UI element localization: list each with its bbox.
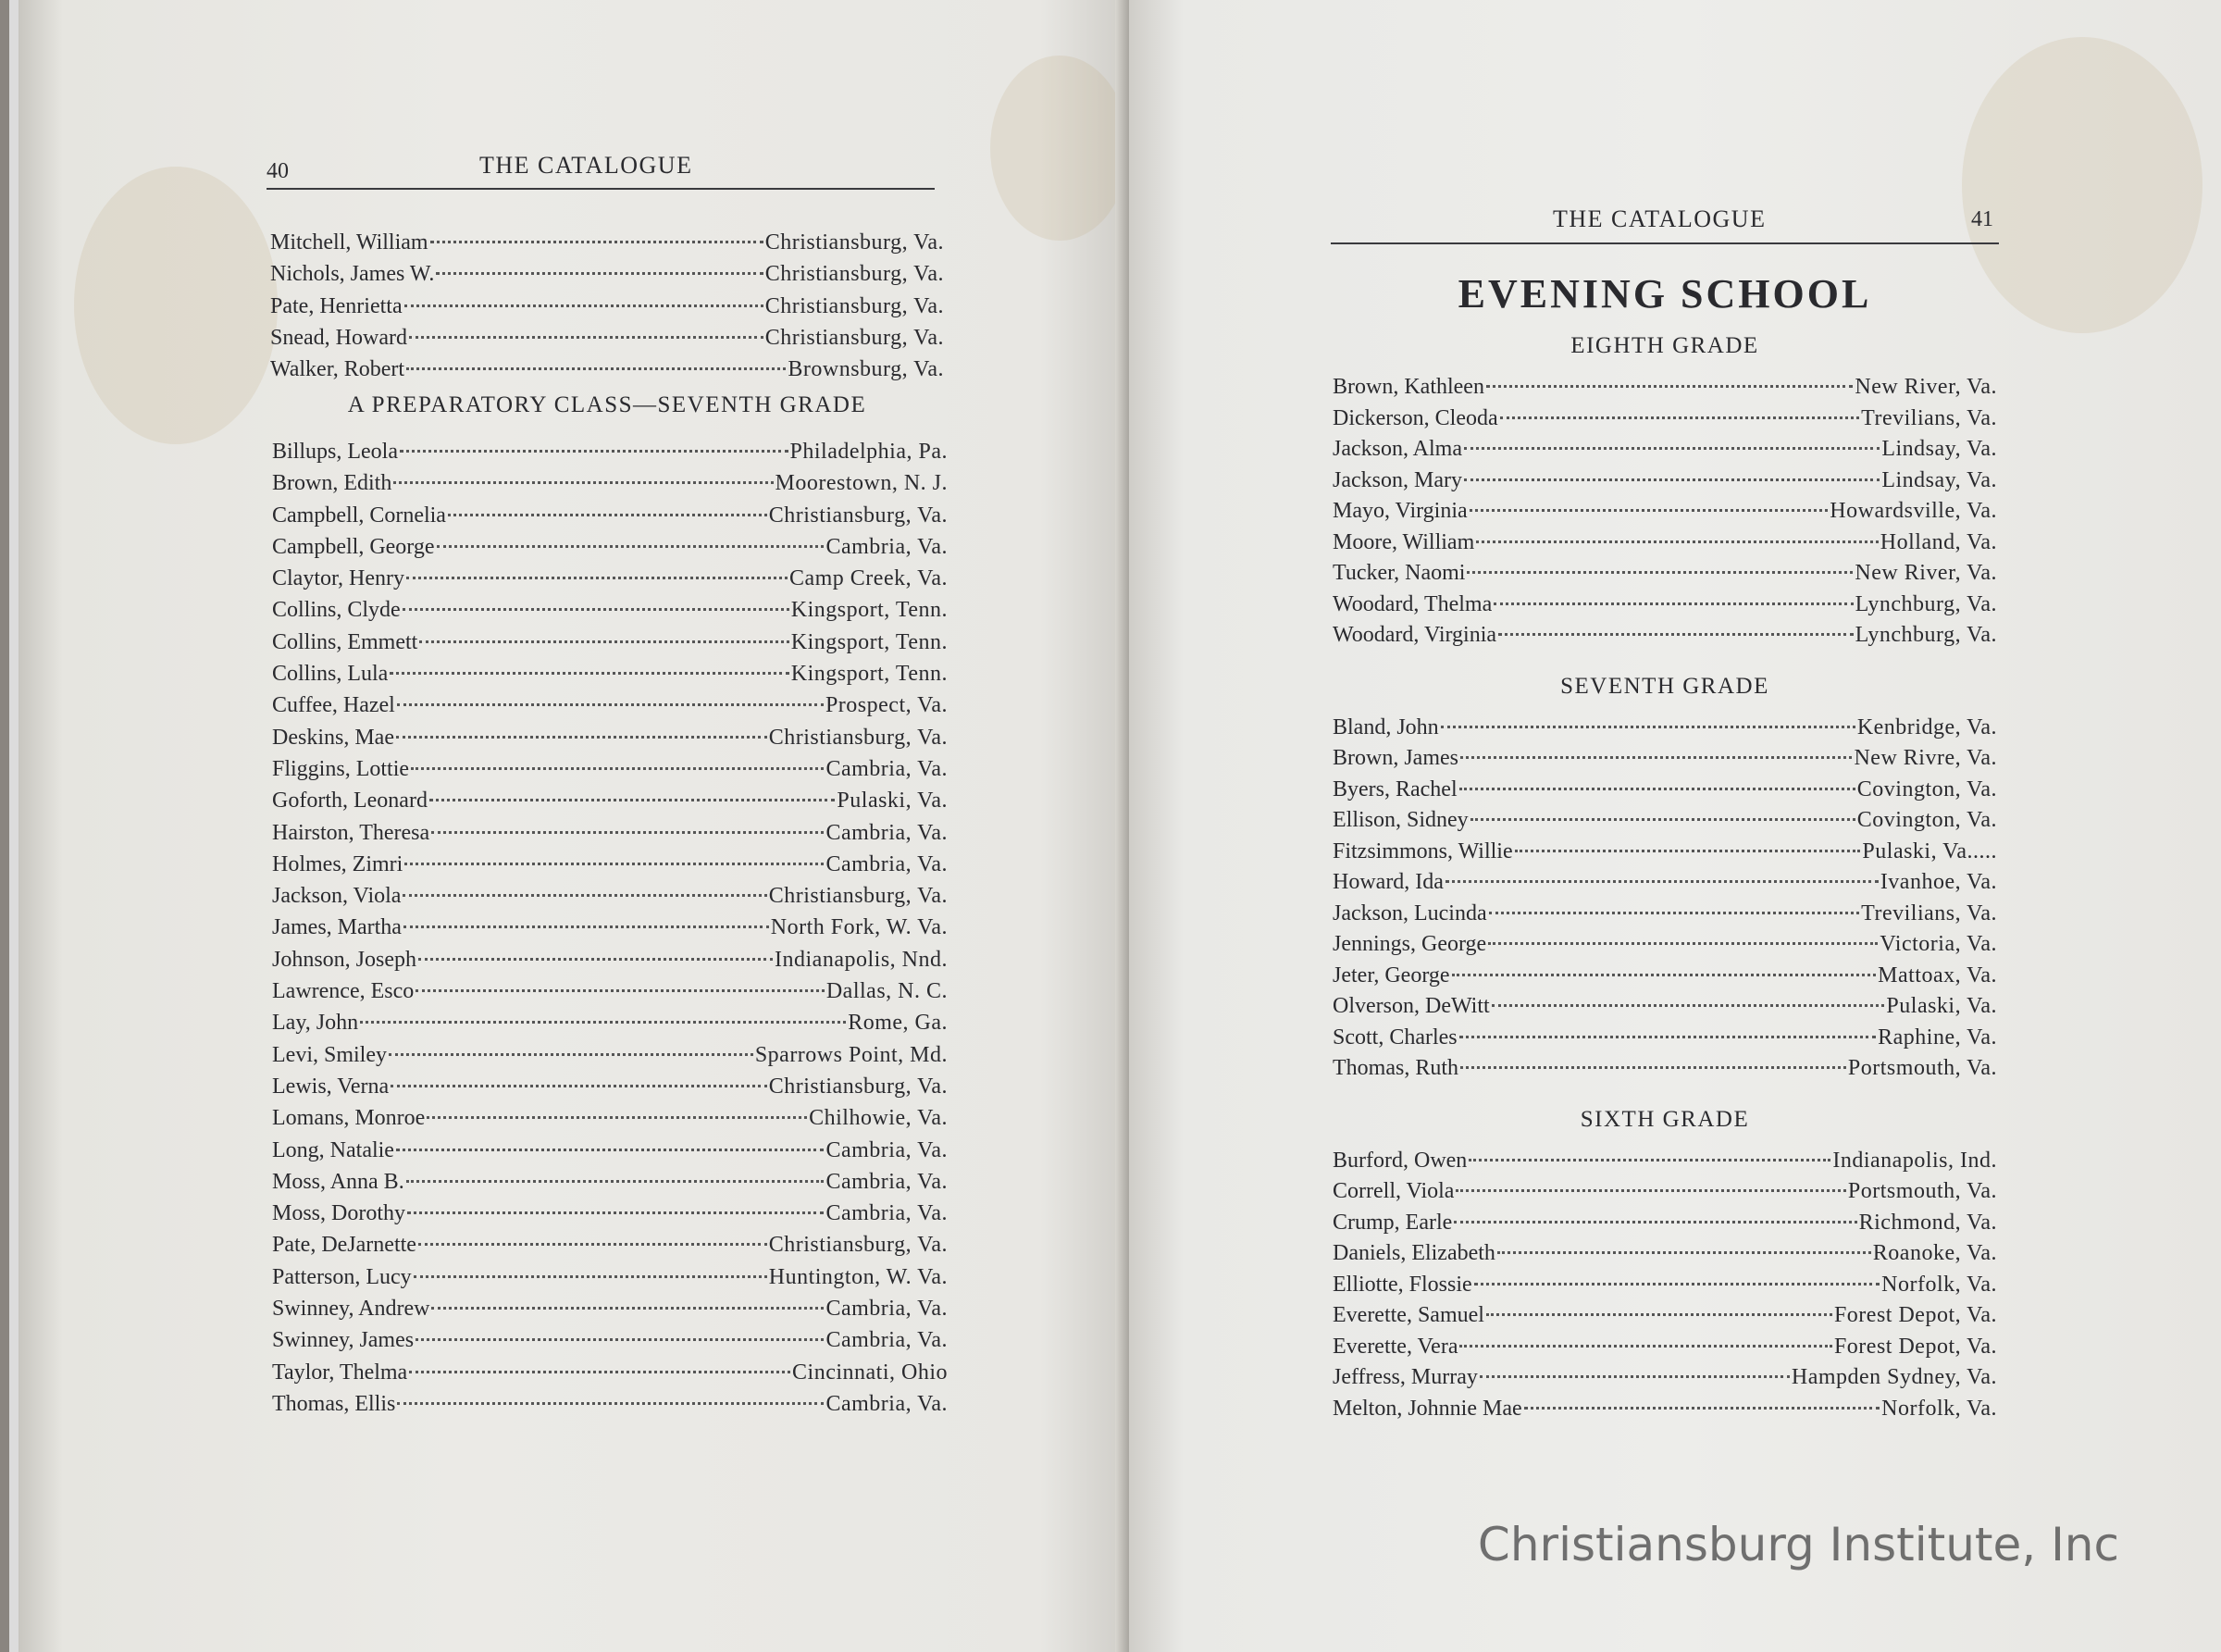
entry-name: Crump, Earle <box>1333 1210 1453 1235</box>
entry-place: Pulaski, Va. <box>1886 994 1997 1018</box>
entry-place: Christiansburg, Va. <box>768 1233 948 1258</box>
entry-name: Elliotte, Flossie <box>1333 1272 1472 1297</box>
dot-leader <box>400 428 788 453</box>
entry-name: Thomas, Ruth <box>1333 1056 1458 1080</box>
entry-place: Christiansburg, Va. <box>764 325 944 350</box>
entry-name: Brown, James <box>1333 746 1458 770</box>
entry-place: Rome, Ga. <box>848 1011 948 1036</box>
entry-place: Christiansburg, Va. <box>768 725 948 750</box>
entry-name: Snead, Howard <box>270 325 407 350</box>
entry-place: Forest Depot, Va. <box>1833 1334 1997 1359</box>
entry-place: Norfolk, Va. <box>1881 1396 1997 1421</box>
entry-name: Jennings, George <box>1333 932 1487 956</box>
entry-place: Cambria, Va. <box>825 851 948 876</box>
entry-place: Pulaski, Va..... <box>1862 838 1997 863</box>
dot-leader <box>1456 1167 1845 1192</box>
entry-place: Mattoax, Va. <box>1878 963 1997 987</box>
page-title: EVENING SCHOOL <box>1458 271 1872 317</box>
entry-name: Tucker, Naomi <box>1333 561 1466 585</box>
entry-place: Camp Creek, Va. <box>788 566 948 591</box>
entry-list-preparatory <box>272 433 948 1417</box>
entry-name: Byers, Rachel <box>1333 776 1458 801</box>
entry-place: Roanoke, Va. <box>1872 1241 1997 1265</box>
header-rule <box>267 188 935 190</box>
entry-place: Sparrows Point, Md. <box>754 1042 948 1067</box>
entry-place: Victoria, Va. <box>1880 932 1997 956</box>
dot-leader <box>1476 518 1879 543</box>
entry-name: Burford, Owen <box>1333 1148 1468 1173</box>
entry-place: Christiansburg, Va. <box>768 884 948 909</box>
dot-leader <box>1486 1291 1832 1316</box>
entry-place: Cambria, Va. <box>825 534 948 559</box>
dot-leader <box>1460 1044 1846 1069</box>
entry-name: Dickerson, Cleoda <box>1333 405 1498 430</box>
entry-name: Howard, Ida <box>1333 870 1444 894</box>
entry-name: Patterson, Lucy <box>272 1264 412 1289</box>
section-heading: SEVENTH GRADE <box>1560 673 1769 699</box>
entry-name: Holmes, Zimri <box>272 851 403 876</box>
entry-name: Campbell, Cornelia <box>272 503 446 528</box>
dot-leader <box>397 681 824 706</box>
entry-place: North Fork, W. Va. <box>770 915 948 940</box>
entry-name: Daniels, Elizabeth <box>1333 1241 1495 1265</box>
entry-place: Dallas, N. C. <box>825 979 948 1004</box>
entry-place: Christiansburg, Va. <box>764 230 944 255</box>
dot-leader <box>1474 1261 1880 1286</box>
dot-leader <box>1464 456 1880 481</box>
entry-name: Pate, Henrietta <box>270 293 403 318</box>
entry-name: Olverson, DeWitt <box>1333 994 1490 1018</box>
dot-leader <box>1492 982 1885 1007</box>
dot-leader <box>391 1062 767 1087</box>
entry-place: Cambria, Va. <box>825 756 948 781</box>
dot-leader <box>437 523 825 548</box>
entry-place: Indianapolis, Nnd. <box>775 947 948 972</box>
entry-name: Moss, Anna B. <box>272 1169 404 1194</box>
dot-leader <box>1459 765 1855 790</box>
dot-leader <box>418 936 773 961</box>
dot-leader <box>404 282 763 307</box>
entry-place: Cambria, Va. <box>825 820 948 845</box>
list-item <box>1333 616 1997 648</box>
right-page <box>1129 0 2221 1652</box>
entry-name: Ellison, Sidney <box>1333 808 1469 832</box>
dot-leader <box>360 999 846 1024</box>
dot-leader <box>409 1348 790 1373</box>
entry-name: Taylor, Thelma <box>272 1360 408 1385</box>
entry-name: Deskins, Mae <box>272 725 394 750</box>
entry-place: Philadelphia, Pa. <box>789 440 948 464</box>
dot-leader <box>406 1158 825 1183</box>
entry-place: Cambria, Va. <box>825 1328 948 1353</box>
left-page <box>19 0 1129 1652</box>
entry-place: Portsmouth, Va. <box>1847 1179 1997 1203</box>
entry-name: Campbell, George <box>272 534 435 559</box>
entry-place: Covington, Va. <box>1856 776 1997 801</box>
dot-leader <box>406 554 788 579</box>
dot-leader <box>406 345 786 370</box>
entry-name: Lawrence, Esco <box>272 979 415 1004</box>
entry-name: Swinney, James <box>272 1328 415 1353</box>
dot-leader <box>393 459 773 484</box>
dot-leader <box>389 1031 753 1056</box>
entry-name: Bland, John <box>1333 714 1439 739</box>
entry-place: Brownsburg, Va. <box>788 357 944 382</box>
dot-leader <box>431 1285 824 1310</box>
dot-leader <box>418 1221 767 1246</box>
dot-leader <box>407 1189 824 1214</box>
entry-name: Collins, Lula <box>272 662 389 687</box>
entry-place: Lindsay, Va. <box>1881 437 1997 461</box>
entry-place: Kenbridge, Va. <box>1856 714 1997 739</box>
entry-name: Jeffress, Murray <box>1333 1365 1478 1389</box>
entry-place: Christiansburg, Va. <box>764 262 944 287</box>
entry-place: Prospect, Va. <box>825 693 948 718</box>
dot-leader <box>1469 1137 1830 1161</box>
entry-name: Nichols, James W. <box>270 262 435 287</box>
section-heading: A PREPARATORY CLASS—SEVENTH GRADE <box>347 392 867 417</box>
entry-name: Everette, Samuel <box>1333 1303 1484 1327</box>
page-stain <box>74 167 278 444</box>
entry-name: Johnson, Joseph <box>272 947 417 972</box>
entry-name: Melton, Johnnie Mae <box>1333 1396 1522 1421</box>
entry-name: Mayo, Virginia <box>1333 499 1468 523</box>
entry-name: Mitchell, William <box>270 230 428 255</box>
dot-leader <box>1464 425 1880 450</box>
entry-place: Christiansburg, Va. <box>768 503 948 528</box>
entry-name: Moore, William <box>1333 529 1475 554</box>
entry-place: Trevilians, Va. <box>1861 901 1997 925</box>
entry-name: Jackson, Alma <box>1333 437 1462 461</box>
dot-leader <box>419 618 788 643</box>
page-stain <box>990 56 1129 241</box>
entry-name: Levi, Smiley <box>272 1042 387 1067</box>
entry-place: Kingsport, Tenn. <box>790 662 948 687</box>
dot-leader <box>1480 1353 1790 1378</box>
dot-leader <box>1454 1199 1856 1223</box>
entry-name: Fitzsimmons, Willie <box>1333 838 1513 863</box>
entry-name: Claytor, Henry <box>272 566 405 591</box>
entry-name: Long, Natalie <box>272 1137 394 1162</box>
entry-place: Portsmouth, Va. <box>1847 1056 1997 1080</box>
entry-list <box>1333 1142 1997 1422</box>
entry-place: Lindsay, Va. <box>1881 467 1997 492</box>
section-heading: SIXTH GRADE <box>1580 1106 1750 1132</box>
entry-list-top <box>270 224 944 382</box>
dot-leader <box>390 650 788 675</box>
entry-place: Huntington, W. Va. <box>768 1264 948 1289</box>
entry-place: Covington, Va. <box>1856 808 1997 832</box>
entry-name: Lay, John <box>272 1011 359 1036</box>
entry-place: Indianapolis, Ind. <box>1832 1148 1997 1173</box>
dot-leader <box>427 1094 807 1119</box>
list-item <box>272 1385 948 1417</box>
dot-leader <box>1467 549 1853 574</box>
entry-name: Jackson, Viola <box>272 884 402 909</box>
dot-leader <box>1470 796 1855 821</box>
entry-name: Lewis, Verna <box>272 1074 390 1099</box>
dot-leader <box>411 745 824 770</box>
entry-name: James, Martha <box>272 915 402 940</box>
entry-list <box>1333 709 1997 1081</box>
entry-place: Richmond, Va. <box>1858 1210 1997 1235</box>
entry-name: Woodard, Virginia <box>1333 623 1497 647</box>
entry-name: Brown, Edith <box>272 471 392 496</box>
book-spread <box>9 0 2221 1652</box>
dot-leader <box>1459 1323 1831 1348</box>
entry-place: New Rivre, Va. <box>1854 746 1997 770</box>
entry-place: Hampden Sydney, Va. <box>1791 1365 1997 1389</box>
entry-place: Kingsport, Tenn. <box>790 629 948 654</box>
entry-place: Cambria, Va. <box>825 1201 948 1226</box>
dot-leader <box>1470 487 1829 512</box>
section-heading: EIGHTH GRADE <box>1570 333 1759 358</box>
entry-name: Jackson, Lucinda <box>1333 901 1487 925</box>
dot-leader <box>1524 1385 1880 1410</box>
dot-leader <box>1460 734 1852 759</box>
dot-leader <box>414 1253 767 1278</box>
dot-leader <box>403 872 766 897</box>
entry-name: Collins, Clyde <box>272 598 401 623</box>
right-sections <box>1333 324 1997 1421</box>
dot-leader <box>396 1126 825 1151</box>
entry-place: Cincinnati, Ohio <box>792 1360 948 1385</box>
dot-leader <box>1459 1013 1876 1038</box>
dot-leader <box>1489 889 1860 914</box>
dot-leader <box>416 967 825 992</box>
watermark: Christiansburg Institute, Inc <box>1477 1518 2119 1571</box>
dot-leader <box>404 840 824 865</box>
dot-leader <box>1500 394 1860 419</box>
entry-name: Scott, Charles <box>1333 1025 1458 1050</box>
dot-leader <box>397 1380 824 1405</box>
entry-name: Goforth, Leonard <box>272 789 428 814</box>
dot-leader <box>1488 920 1878 945</box>
list-item <box>1333 1390 1997 1422</box>
entry-place: Cambria, Va. <box>825 1297 948 1322</box>
entry-place: Lynchburg, Va. <box>1855 623 1997 647</box>
entry-place: Howardsville, Va. <box>1830 499 1997 523</box>
entry-name: Pate, DeJarnette <box>272 1233 416 1258</box>
dot-leader <box>1446 858 1879 883</box>
dot-leader <box>436 250 763 275</box>
entry-name: Everette, Vera <box>1333 1334 1458 1359</box>
entry-list <box>1333 368 1997 648</box>
entry-name: Brown, Kathleen <box>1333 375 1484 399</box>
dot-leader <box>1494 580 1853 605</box>
entry-place: Moorestown, N. J. <box>775 471 948 496</box>
entry-name: Correll, Viola <box>1333 1179 1455 1203</box>
entry-name: Moss, Dorothy <box>272 1201 406 1226</box>
entry-place: New River, Va. <box>1855 561 1997 585</box>
entry-place: Christiansburg, Va. <box>764 293 944 318</box>
dot-leader <box>1515 827 1861 852</box>
entry-name: Walker, Robert <box>270 357 405 382</box>
dot-leader <box>409 314 763 339</box>
dot-leader <box>1497 1229 1871 1254</box>
dot-leader <box>1441 703 1855 728</box>
page-number: 40 <box>267 159 289 183</box>
entry-place: Ivanhoe, Va. <box>1880 870 1997 894</box>
running-head: THE CATALOGUE <box>479 152 693 179</box>
entry-name: Swinney, Andrew <box>272 1297 430 1322</box>
entry-name: Woodard, Thelma <box>1333 591 1493 616</box>
dot-leader <box>448 491 767 516</box>
entry-place: Cambria, Va. <box>825 1391 948 1416</box>
entry-place: Holland, Va. <box>1880 529 1997 554</box>
list-item <box>1333 1050 1997 1081</box>
entry-name: Fliggins, Lottie <box>272 756 410 781</box>
dot-leader <box>1452 951 1877 976</box>
entry-place: Lynchburg, Va. <box>1855 591 1997 616</box>
entry-name: Billups, Leola <box>272 440 398 464</box>
dot-leader <box>431 809 824 834</box>
entry-name: Collins, Emmett <box>272 629 418 654</box>
entry-place: Cambria, Va. <box>825 1169 948 1194</box>
dot-leader <box>403 586 789 611</box>
entry-name: Lomans, Monroe <box>272 1106 426 1131</box>
entry-name: Thomas, Ellis <box>272 1391 396 1416</box>
entry-name: Hairston, Theresa <box>272 820 430 845</box>
running-head: THE CATALOGUE <box>1553 205 1767 232</box>
entry-place: Cambria, Va. <box>825 1137 948 1162</box>
entry-name: Jeter, George <box>1333 963 1450 987</box>
dot-leader <box>1498 611 1854 636</box>
dot-leader <box>1486 363 1853 388</box>
dot-leader <box>430 218 763 243</box>
page-number: 41 <box>1971 207 1993 231</box>
entry-place: Christiansburg, Va. <box>768 1074 948 1099</box>
dot-leader <box>429 776 835 801</box>
entry-place: Forest Depot, Va. <box>1833 1303 1997 1327</box>
entry-place: Trevilians, Va. <box>1861 405 1997 430</box>
entry-name: Jackson, Mary <box>1333 467 1462 492</box>
header-rule <box>1331 242 1999 244</box>
entry-place: New River, Va. <box>1855 375 1997 399</box>
dot-leader <box>403 903 769 928</box>
entry-place: Norfolk, Va. <box>1881 1272 1997 1297</box>
entry-place: Chilhowie, Va. <box>809 1106 948 1131</box>
entry-place: Raphine, Va. <box>1878 1025 1997 1050</box>
dot-leader <box>416 1316 824 1341</box>
dot-leader <box>396 714 767 739</box>
entry-place: Pulaski, Va. <box>837 789 948 814</box>
list-item <box>270 351 944 382</box>
entry-name: Cuffee, Hazel <box>272 693 395 718</box>
entry-place: Kingsport, Tenn. <box>790 598 948 623</box>
